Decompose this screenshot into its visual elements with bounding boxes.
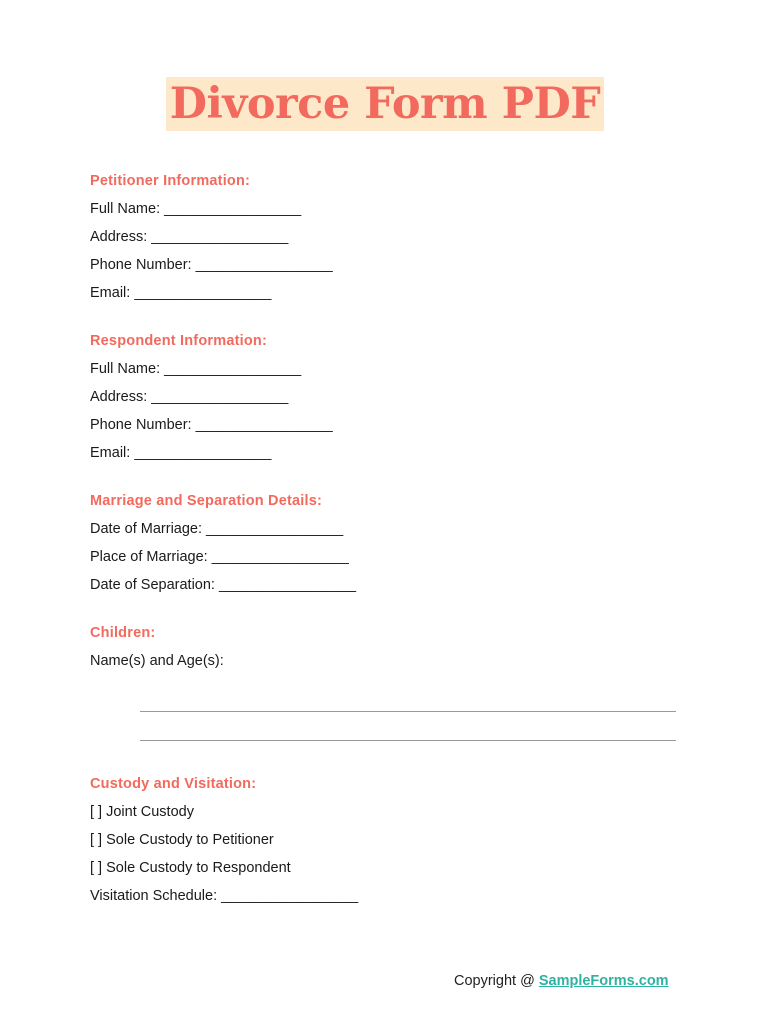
respondent-phone-field[interactable]: Phone Number: _________________: [90, 417, 333, 433]
sole-custody-petitioner-checkbox[interactable]: [ ] Sole Custody to Petitioner: [90, 832, 274, 848]
children-entry-line-2[interactable]: [140, 740, 676, 741]
date-of-separation-field[interactable]: Date of Separation: _________________: [90, 577, 357, 593]
marriage-heading: Marriage and Separation Details:: [90, 493, 323, 509]
children-heading: Children:: [90, 625, 156, 641]
children-names-ages-label: Name(s) and Age(s):: [90, 653, 224, 669]
copyright-text: Copyright @: [454, 973, 539, 989]
petitioner-heading: Petitioner Information:: [90, 173, 251, 189]
petitioner-address-field[interactable]: Address: _________________: [90, 229, 289, 245]
title-container: [0, 77, 770, 131]
sole-custody-respondent-checkbox[interactable]: [ ] Sole Custody to Respondent: [90, 860, 291, 876]
footer-copyright: [454, 973, 669, 989]
joint-custody-checkbox[interactable]: [ ] Joint Custody: [90, 804, 194, 820]
place-of-marriage-field[interactable]: Place of Marriage: _________________: [90, 549, 349, 565]
custody-heading: Custody and Visitation:: [90, 776, 257, 792]
petitioner-email-field[interactable]: Email: _________________: [90, 285, 272, 301]
date-of-marriage-field[interactable]: Date of Marriage: _________________: [90, 521, 344, 537]
respondent-email-field[interactable]: Email: _________________: [90, 445, 272, 461]
respondent-address-field[interactable]: Address: _________________: [90, 389, 289, 405]
brand-link[interactable]: SampleForms.com: [538, 973, 669, 989]
respondent-heading: Respondent Information:: [90, 333, 267, 349]
respondent-full-name-field[interactable]: Full Name: _________________: [90, 361, 302, 377]
petitioner-phone-field[interactable]: Phone Number: _________________: [90, 257, 333, 273]
page-title: Divorce Form PDF: [166, 77, 605, 131]
petitioner-full-name-field[interactable]: Full Name: _________________: [90, 201, 302, 217]
visitation-schedule-field[interactable]: Visitation Schedule: _________________: [90, 888, 359, 904]
children-entry-line-1[interactable]: [140, 711, 676, 712]
